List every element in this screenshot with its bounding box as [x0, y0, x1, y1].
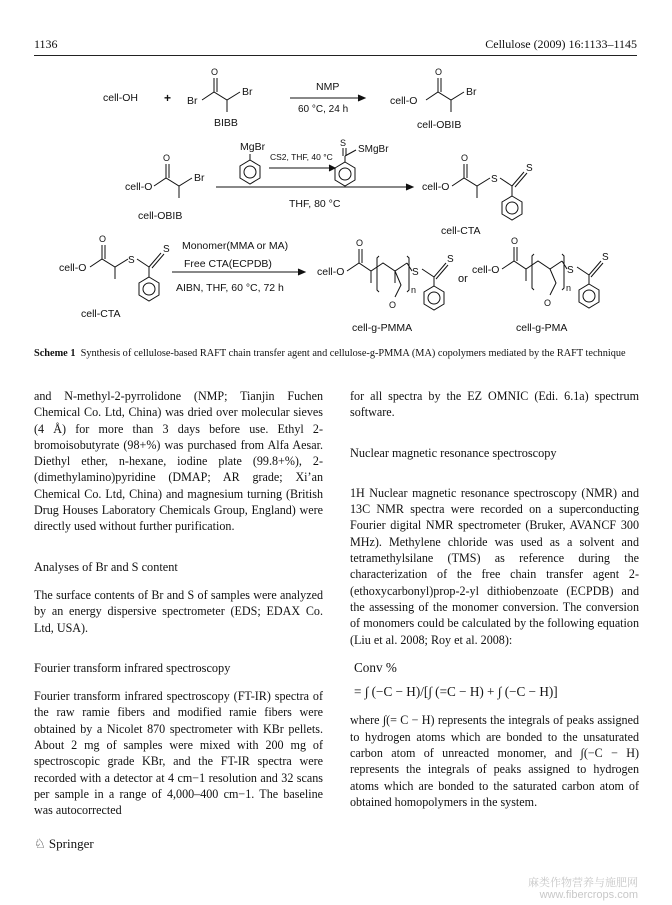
right-paragraph-3: where ∫(= C − H) represents the integrals of peaks assigned to hydrogen atoms which are bonded to the unsaturated carbon atom of unreacted monomer, and ∫(−C − H) represents the integrals of peaks assigned to hydrogen atoms which are bonded to the saturated carbon atom of obtained homopolymers in the system.: [350, 713, 639, 809]
equation-lhs: Conv %: [354, 659, 397, 675]
cell-obib-label-2: cell-OBIB: [138, 210, 183, 222]
bibb-br-right: Br: [242, 86, 253, 98]
arrow1-top: NMP: [316, 81, 340, 93]
svg-text:cell-O: cell-O: [317, 266, 345, 278]
svg-text:O: O: [163, 153, 171, 163]
bibb-br-left: Br: [187, 95, 198, 107]
left-paragraph-1: and N-methyl-2-pyrrolidone (NMP; Tianjin Fuchen Chemical Co. Ltd, China) was dried over molecular sieves (4 Å) for more than 3 days before use. Ethyl 2-bromoisobutyrate (98+%) was purchased from Alfa Aesar. Diethyl ether, n-hexane, iodine plate (99.8+%), 2-(dimethylamino)pyridine (DMAP; AR grade; Xi’an Chemical Co. Ltd, China) and magnesium turning (British Drug Houses Laboratory Chemicals Group, England) were directly used without further purification.: [34, 389, 323, 534]
dithio-grignard: [335, 138, 389, 186]
svg-text:cell-O: cell-O: [422, 181, 450, 193]
arrow3-cond-3: AIBN, THF, 60 °C, 72 h: [176, 282, 284, 294]
watermark: [528, 877, 638, 901]
caption-text: Synthesis of cellulose-based RAFT chain transfer agent and cellulose-g-PMMA (MA) copolymers mediated by the RAFT technique: [80, 348, 626, 359]
cell-cta-label-1: cell-CTA: [441, 225, 481, 237]
cell-g-pma-label: cell-g-PMA: [516, 322, 568, 334]
svg-text:S: S: [526, 163, 533, 174]
left-column: [34, 388, 323, 819]
cell-g-pmma-label: cell-g-PMMA: [352, 322, 413, 334]
page-number: 1136: [34, 37, 58, 51]
svg-text:n: n: [566, 283, 572, 293]
arrow3-cond-1: Monomer(MMA or MA): [182, 240, 289, 252]
publisher-name: Springer: [48, 836, 94, 851]
svg-text:S: S: [567, 265, 574, 276]
svg-text:S: S: [340, 138, 347, 148]
svg-text:S: S: [491, 174, 498, 185]
reaction-scheme: [34, 60, 637, 345]
svg-text:MgBr: MgBr: [240, 141, 266, 153]
svg-text:O: O: [461, 153, 469, 163]
plus-sign: +: [164, 91, 172, 105]
right-column: [350, 388, 639, 810]
svg-text:cell-O: cell-O: [125, 181, 153, 193]
cell-cta-label-2: cell-CTA: [81, 308, 121, 320]
left-paragraph-2: The surface contents of Br and S of samples were analyzed by an energy dispersive spectrometer (EDS; EDAX Co. Ltd, USA).: [34, 587, 323, 635]
arrow1-bottom: 60 °C, 24 h: [298, 104, 349, 115]
svg-text:S: S: [447, 254, 454, 265]
svg-text:Br: Br: [194, 172, 205, 184]
svg-text:S: S: [128, 255, 135, 266]
svg-text:S: S: [412, 267, 419, 278]
svg-text:O: O: [356, 238, 364, 248]
svg-text:SMgBr: SMgBr: [358, 144, 389, 155]
section-heading-nmr: Nuclear magnetic resonance spectroscopy: [350, 445, 557, 460]
cell-g-pma-structure: [472, 236, 609, 334]
equation-rhs: = ∫ (−C − H)/[∫ (=C − H) + ∫ (−C − H)]: [354, 684, 558, 700]
svg-text:O: O: [389, 300, 397, 310]
arrow3-cond-2: Free CTA(ECPDB): [184, 258, 272, 270]
svg-text:O: O: [435, 67, 443, 77]
right-paragraph-2: 1H Nuclear magnetic resonance spectroscopy (NMR) and 13C NMR spectra were recorded on a superconducting Fourier digital NMR spectrometer (Bruker, AVANCF 300 MHz). Methylene chloride was used as a solvent and tetramethylsilane (TMS) as reference during the characterization of the free chain transfer agent 2-(ethoxycarbonyl)prop-2-yl dithiobenzoate (ECPDB) and the assessing of the monomer conversion. The conversion of monomers could be calculated by the following equation (Liu et al. 2008; Roy et al. 2008):: [350, 485, 639, 647]
or-text: or: [458, 273, 468, 285]
watermark-line-1: 麻类作物营养与施肥网: [528, 877, 638, 889]
section-heading-br-s: Analyses of Br and S content: [34, 559, 178, 574]
cell-oh-label: cell-OH: [103, 92, 139, 104]
svg-text:O: O: [99, 234, 107, 244]
journal-citation: Cellulose (2009) 16:1133–1145: [485, 37, 637, 51]
section-heading-ftir: Fourier transform infrared spectroscopy: [34, 660, 231, 675]
cell-g-pmma-structure: [317, 238, 454, 334]
cell-obib-product-1: [390, 67, 477, 131]
bibb-structure: [187, 67, 253, 129]
cell-cta-product: [422, 153, 533, 237]
svg-text:cell-O: cell-O: [59, 262, 87, 274]
caption-label: Scheme 1: [34, 348, 76, 359]
arrow-1: [290, 81, 365, 115]
svg-text:S: S: [602, 252, 609, 263]
reagent-conditions: CS2, THF, 40 °C: [270, 152, 333, 162]
springer-logo-icon: ♘: [34, 836, 46, 851]
right-paragraph-1: for all spectra by the EZ OMNIC (Edi. 6.1a) spectrum software.: [350, 389, 639, 420]
header-rule: [34, 55, 637, 56]
svg-text:O: O: [511, 236, 519, 246]
svg-text:cell-O: cell-O: [472, 264, 500, 276]
phenyl-mgbr: [240, 141, 266, 184]
arrow2-conditions: THF, 80 °C: [289, 198, 341, 210]
left-paragraph-3: Fourier transform infrared spectroscopy (FT-IR) spectra of the raw ramie fibers and modified ramie fibers were obtained by a Nicolet 870 spectrometer with KBr pellets. About 2 mg of samples were mixed with 200 mg of spectroscopic grade KBr, and the FT-IR spectra were recorded with a detector at 4 cm−1 resolution and 32 scans per sample in a range of 4,000–400 cm−1. The baseline was autocorrected: [34, 689, 323, 818]
svg-text:n: n: [411, 285, 417, 295]
cell-obib-label-1: cell-OBIB: [417, 119, 462, 131]
cell-cta-reactant: [59, 234, 170, 320]
footer: [34, 836, 94, 852]
bibb-label: BIBB: [214, 117, 238, 129]
svg-text:cell-O: cell-O: [390, 95, 418, 107]
svg-text:S: S: [163, 244, 170, 255]
svg-text:Br: Br: [466, 86, 477, 98]
cell-obib-reactant: [125, 153, 205, 222]
scheme-caption: [34, 346, 637, 361]
watermark-line-2: www.fibercrops.com: [539, 889, 638, 901]
svg-text:O: O: [211, 67, 219, 77]
svg-text:O: O: [544, 298, 552, 308]
